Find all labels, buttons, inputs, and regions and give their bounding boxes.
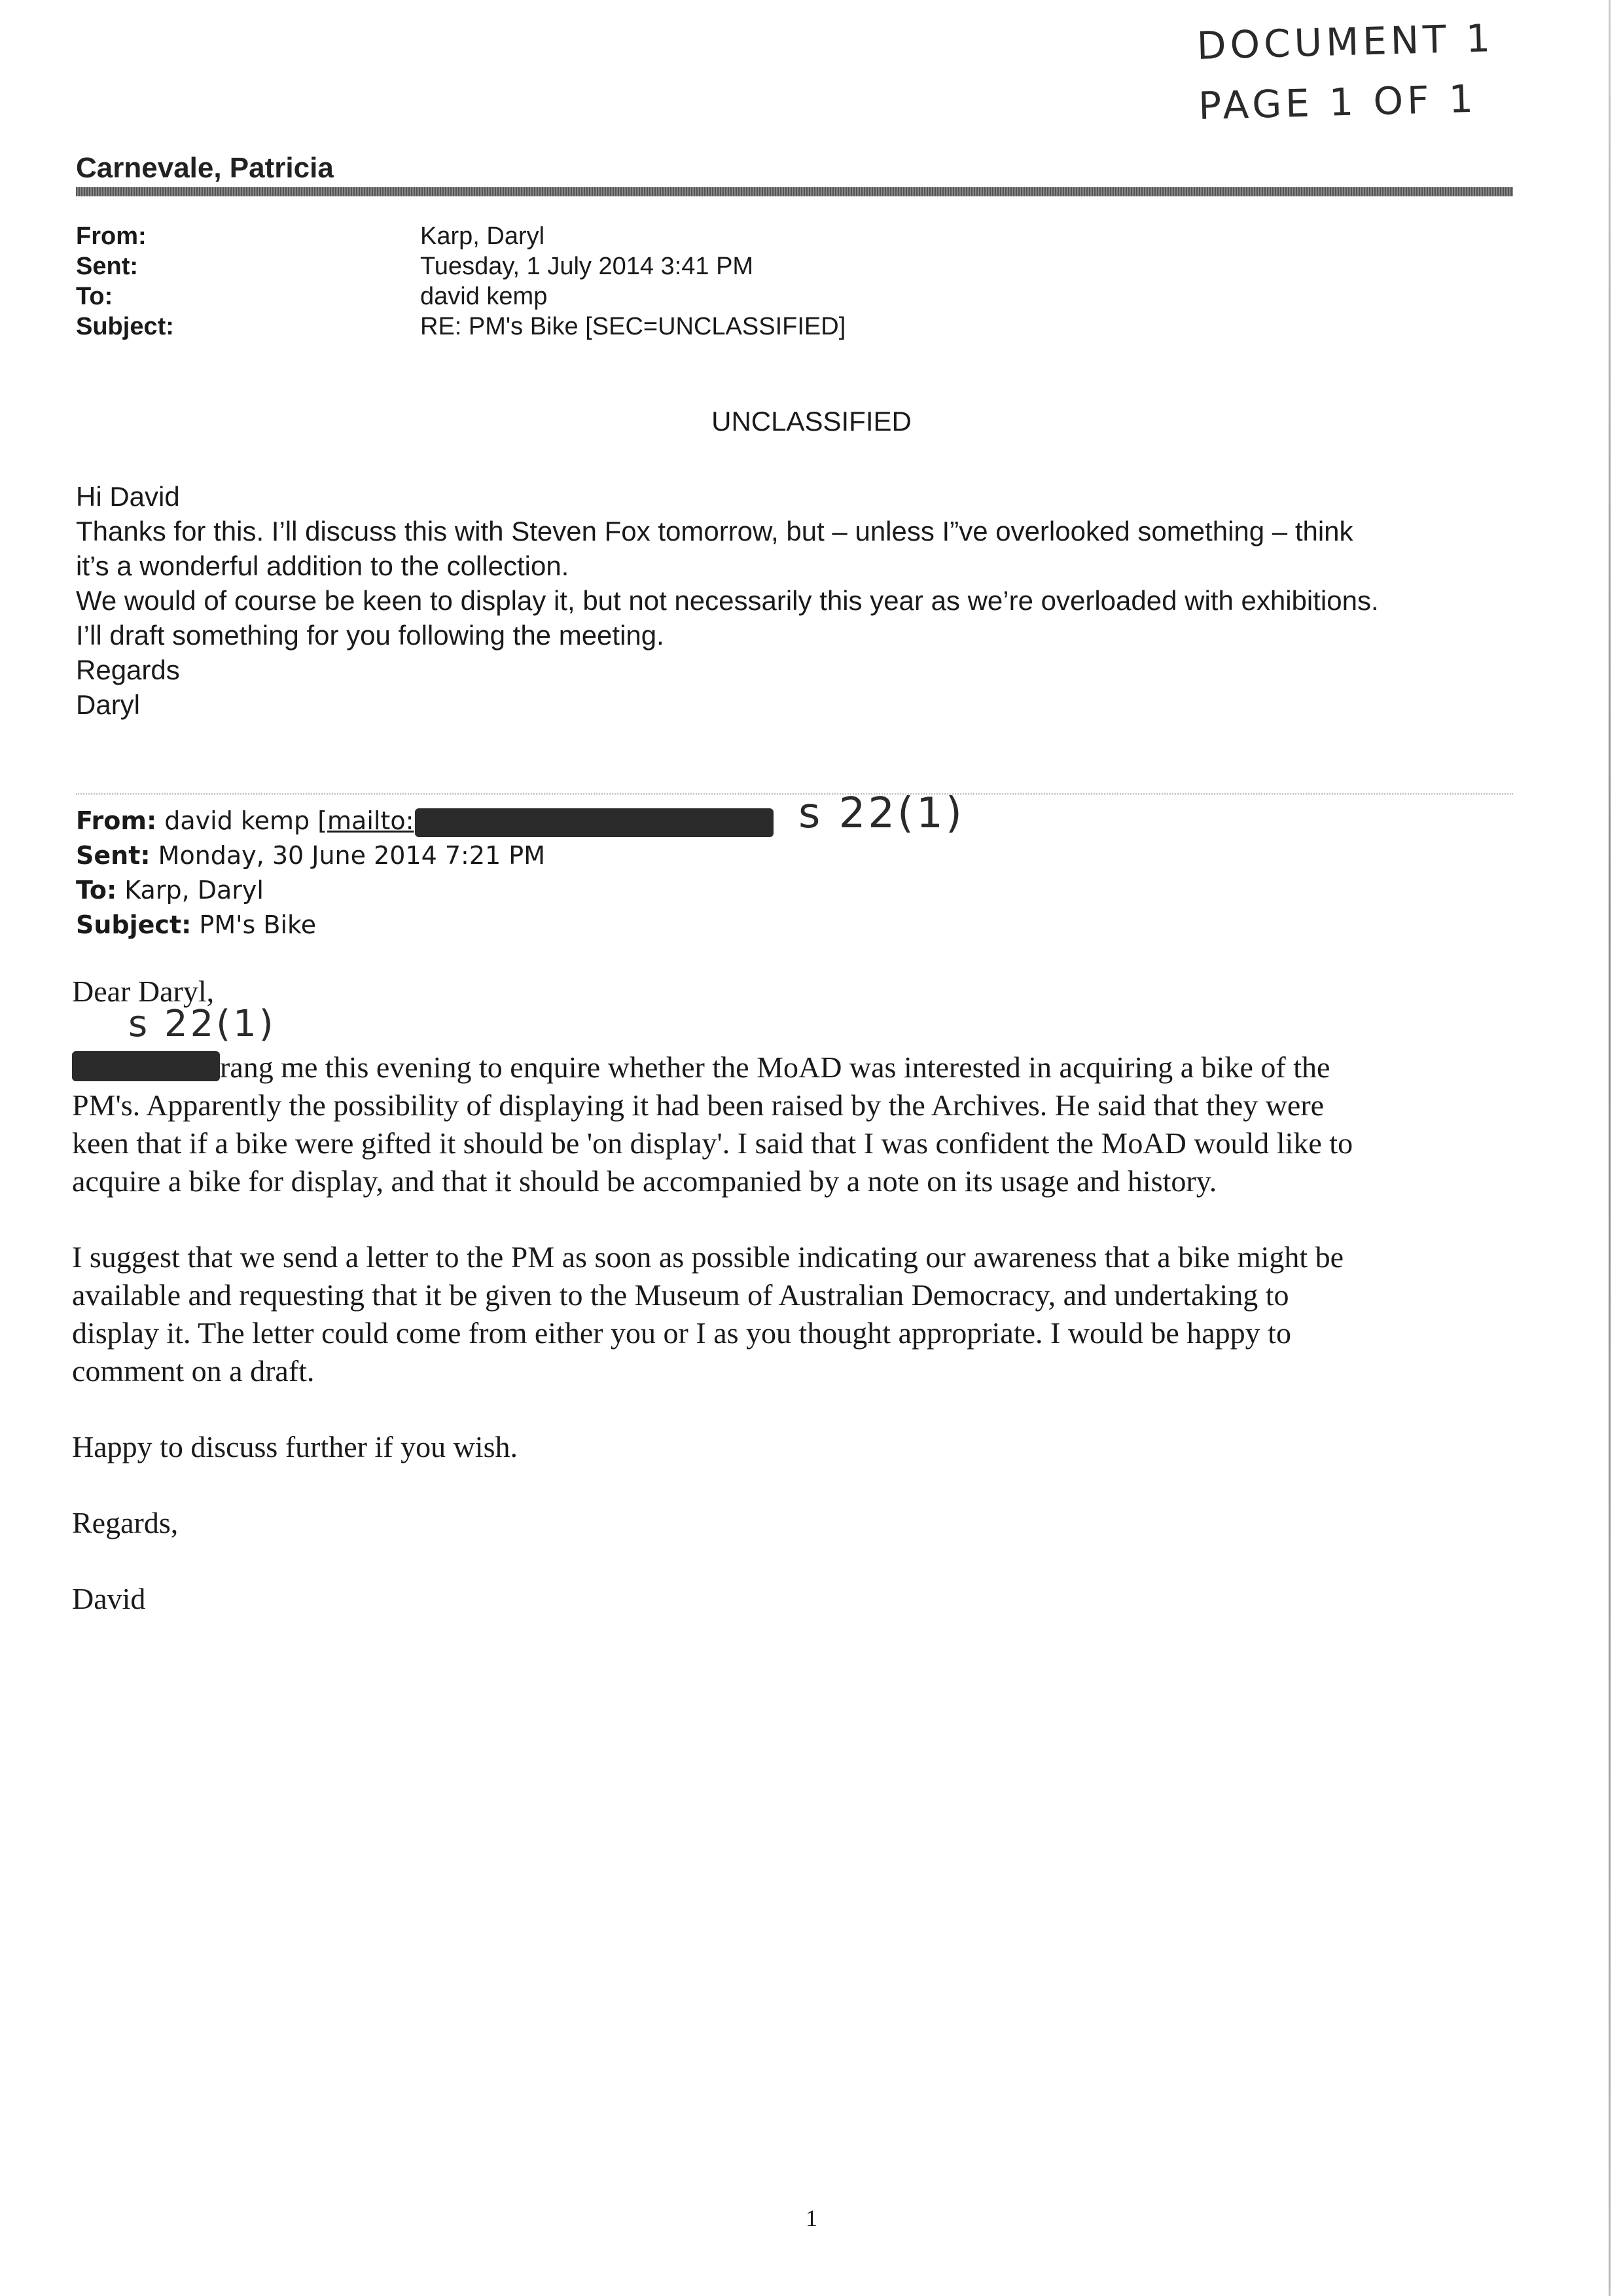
fwd-sent-label: Sent: <box>76 841 151 870</box>
fwd-from-label: From: <box>76 806 157 835</box>
forwarded-header <box>76 804 774 942</box>
redacted-name-block <box>72 1051 220 1081</box>
header-row-to <box>76 281 846 312</box>
redacted-email-block <box>415 808 774 837</box>
reply-line: We would of course be keen to display it, but not necessarily this year as we’re overloaded with exhibitions. <box>76 585 1379 616</box>
paragraph-gap <box>72 1542 1551 1580</box>
from-value: Karp, Daryl <box>420 223 545 250</box>
handwritten-redaction-mark: s 22(1) <box>128 1003 276 1045</box>
fwd-from-value: david kemp <box>164 806 310 835</box>
header-row-subject <box>76 312 846 342</box>
annotation-document-number: DOCUMENT 1 <box>1196 16 1495 68</box>
mailto-link[interactable]: [mailto: <box>317 806 414 835</box>
letter-line: acquire a bike for display, and that it should be accompanied by a note on its usage and history. <box>72 1164 1217 1198</box>
fwd-to-value: Karp, Daryl <box>124 876 264 905</box>
fwd-subject-label: Subject: <box>76 910 192 939</box>
reply-line: Hi David <box>76 481 180 512</box>
letter-line <box>72 1049 1551 1086</box>
paragraph-gap <box>72 1390 1551 1428</box>
letter-line: Happy to discuss further if you wish. <box>72 1430 518 1463</box>
letter-line: I suggest that we send a letter to the PM as soon as possible indicating our awareness that a bike might be <box>72 1240 1344 1274</box>
letter-body <box>72 973 1551 1618</box>
letter-salutation: Dear Daryl, <box>72 975 215 1008</box>
reply-line: Thanks for this. I’ll discuss this with Steven Fox tomorrow, but – unless I”ve overlooked something – think <box>76 516 1353 547</box>
reply-line: I’ll draft something for you following the meeting. <box>76 620 664 651</box>
fwd-row-subject <box>76 908 774 942</box>
scan-edge-line <box>1609 0 1611 2296</box>
fwd-row-to <box>76 873 774 908</box>
sent-value: Tuesday, 1 July 2014 3:41 PM <box>420 253 754 280</box>
sent-label: Sent: <box>76 253 138 280</box>
fwd-to-label: To: <box>76 876 117 905</box>
letter-closing: Regards, <box>72 1506 179 1539</box>
classification-banner <box>0 406 1623 437</box>
letter-line: available and requesting that it be given to the Museum of Australian Democracy, and undertaking to <box>72 1278 1289 1312</box>
reply-line: Daryl <box>76 689 141 720</box>
to-label: To: <box>76 283 113 310</box>
from-label: From: <box>76 223 147 250</box>
header-row-from <box>76 221 846 251</box>
paragraph-gap <box>72 1200 1551 1238</box>
subject-value: RE: PM's Bike [SEC=UNCLASSIFIED] <box>420 313 846 340</box>
header-divider <box>76 187 1513 196</box>
reply-body <box>76 479 1542 722</box>
reply-line: it’s a wonderful addition to the collection. <box>76 550 569 581</box>
email-header <box>76 221 846 342</box>
paragraph-gap <box>72 1466 1551 1504</box>
subject-label: Subject: <box>76 313 174 340</box>
fwd-sent-value: Monday, 30 June 2014 7:21 PM <box>158 841 545 870</box>
letter-line: keen that if a bike were gifted it should be 'on display'. I said that I was confident the MoAD would like to <box>72 1126 1353 1160</box>
fwd-row-from <box>76 804 774 838</box>
letter-line: comment on a draft. <box>72 1354 315 1388</box>
annotation-page-count: PAGE 1 OF 1 <box>1198 76 1478 128</box>
classification-text: UNCLASSIFIED <box>711 406 912 437</box>
fwd-subject-value: PM's Bike <box>199 910 317 939</box>
mailbox-owner-name: Carnevale, Patricia <box>76 152 334 184</box>
handwritten-redaction-mark: s 22(1) <box>798 789 965 838</box>
header-row-sent <box>76 251 846 281</box>
letter-signature: David <box>72 1582 146 1615</box>
to-value: david kemp <box>420 283 548 310</box>
forward-divider <box>76 793 1513 795</box>
handwritten-document-annotation <box>1196 8 1497 136</box>
reply-line: Regards <box>76 655 180 685</box>
letter-line: display it. The letter could come from either you or I as you thought appropriate. I would be happy to <box>72 1316 1291 1350</box>
letter-line: PM's. Apparently the possibility of displaying it had been raised by the Archives. He said that they were <box>72 1088 1325 1122</box>
fwd-row-sent <box>76 838 774 873</box>
letter-line-text: rang me this evening to enquire whether the MoAD was interested in acquiring a bike of the <box>220 1050 1330 1084</box>
page-number: 1 <box>806 2205 817 2231</box>
